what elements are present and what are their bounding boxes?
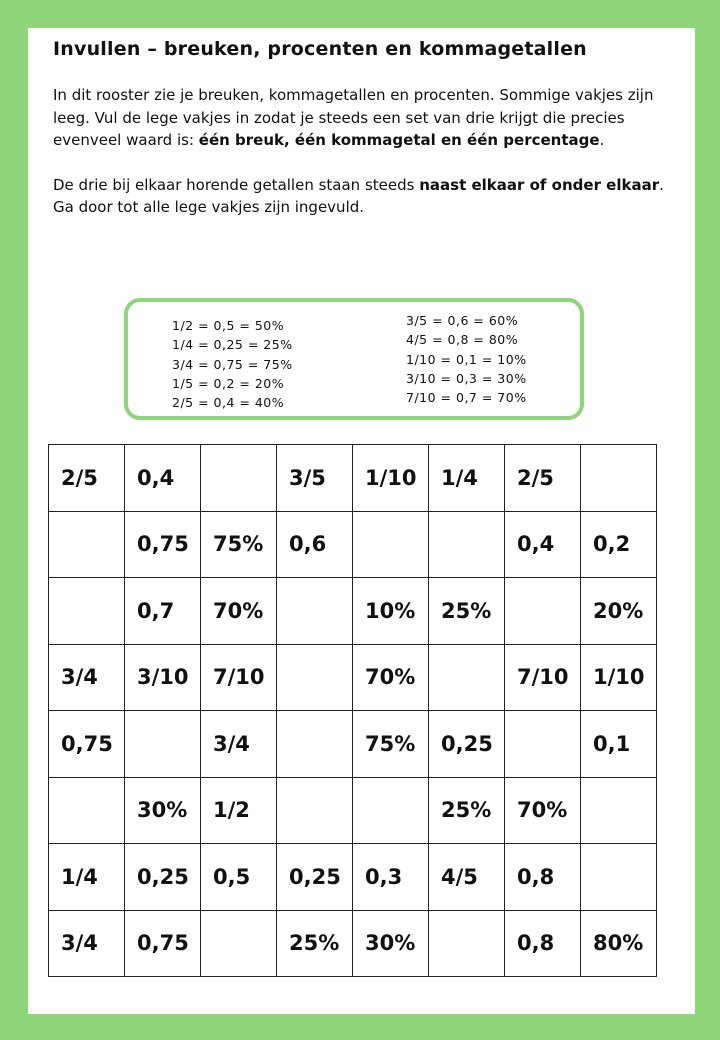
instruction-2-bold: naast elkaar of onder elkaar [419, 175, 660, 194]
footer-brand: Klasklaar.nl [614, 997, 671, 1008]
empty-cell[interactable] [49, 777, 125, 844]
empty-cell[interactable] [277, 711, 353, 778]
empty-cell[interactable] [353, 777, 429, 844]
grid-cell: 3/4 [49, 644, 125, 711]
grid-cell: 4/5 [429, 844, 505, 911]
grid-row [49, 578, 657, 645]
empty-cell[interactable] [429, 910, 505, 977]
key-line: 2/5 = 0,4 = 40% [172, 395, 285, 411]
grid-cell: 3/10 [125, 644, 201, 711]
grid-cell: 3/5 [277, 445, 353, 512]
grid-row [49, 445, 657, 512]
answer-grid [48, 444, 657, 977]
key-line: 1/2 = 0,5 = 50% [172, 318, 285, 333]
grid-cell: 0,75 [125, 511, 201, 578]
instruction-1-text: In dit rooster zie je breuken, kommagetallen en procenten. Sommige vakjes zijn leeg. Vul de lege vakjes in zodat je steeds een set van drie krijgt die precies evenveel waard is: [53, 86, 654, 149]
empty-cell[interactable] [429, 644, 505, 711]
grid-cell: 0,75 [49, 711, 125, 778]
grid-cell: 25% [429, 578, 505, 645]
key-line: 7/10 = 0,7 = 70% [406, 390, 527, 406]
grid-cell: 75% [353, 711, 429, 778]
grid-cell: 30% [125, 777, 201, 844]
worksheet [28, 28, 695, 1014]
grid-cell: 0,25 [277, 844, 353, 911]
empty-cell[interactable] [277, 644, 353, 711]
grid-cell: 0,5 [201, 844, 277, 911]
grid-cell: 25% [429, 777, 505, 844]
grid-cell: 0,2 [581, 511, 657, 578]
grid-cell: 0,4 [505, 511, 581, 578]
grid-cell: 0,25 [125, 844, 201, 911]
instruction-paragraph-1 [53, 84, 675, 152]
grid-cell: 0,7 [125, 578, 201, 645]
empty-cell[interactable] [125, 711, 201, 778]
empty-cell[interactable] [429, 511, 505, 578]
grid-cell: 1/10 [581, 644, 657, 711]
grid-cell: 20% [581, 578, 657, 645]
grid-cell: 1/4 [49, 844, 125, 911]
grid-row [49, 711, 657, 778]
grid-cell: 10% [353, 578, 429, 645]
key-column-left [172, 316, 293, 412]
empty-cell[interactable] [353, 511, 429, 578]
grid-cell: 70% [505, 777, 581, 844]
instruction-2-text: De drie bij elkaar horende getallen staan steeds [53, 175, 420, 194]
grid-cell: 80% [581, 910, 657, 977]
grid-cell: 7/10 [505, 644, 581, 711]
empty-cell[interactable] [277, 777, 353, 844]
empty-cell[interactable] [49, 578, 125, 645]
empty-cell[interactable] [581, 844, 657, 911]
grid-row [49, 777, 657, 844]
grid-cell: 70% [201, 578, 277, 645]
grid-cell: 30% [353, 910, 429, 977]
grid-cell: 75% [201, 511, 277, 578]
grid-cell: 0,75 [125, 910, 201, 977]
grid-cell: 0,8 [505, 844, 581, 911]
empty-cell[interactable] [49, 511, 125, 578]
instruction-1-bold: één breuk, één kommagetal en één percentage [198, 131, 600, 149]
empty-cell[interactable] [581, 445, 657, 512]
instruction-1-end: . [599, 131, 605, 149]
grid-cell: 2/5 [505, 445, 581, 512]
grid-row [49, 511, 657, 578]
grid-cell: 0,4 [125, 445, 201, 512]
grid-cell: 25% [277, 910, 353, 977]
grid-cell: 1/4 [429, 445, 505, 512]
key-line: 1/5 = 0,2 = 20% [172, 375, 285, 391]
grid-row [49, 644, 657, 711]
equivalence-key-box [124, 298, 584, 420]
grid-cell: 70% [353, 644, 429, 711]
instructions [53, 84, 675, 219]
key-line: 1/4 = 0,25 = 25% [172, 337, 293, 353]
key-line: 3/10 = 0,3 = 30% [406, 370, 527, 386]
grid-cell: 0,8 [505, 910, 581, 977]
empty-cell[interactable] [581, 777, 657, 844]
key-line: 4/5 = 0,8 = 80% [406, 332, 519, 348]
empty-cell[interactable] [505, 711, 581, 778]
key-line: 1/10 = 0,1 = 10% [406, 351, 527, 367]
key-column-right [406, 311, 527, 407]
key-line: 3/4 = 0,75 = 75% [172, 356, 293, 372]
grid-row [49, 844, 657, 911]
empty-cell[interactable] [201, 910, 277, 977]
empty-cell[interactable] [505, 578, 581, 645]
instruction-2-end: . Ga door tot alle lege vakjes zijn ingevuld. [53, 175, 664, 216]
worksheet-title: Invullen – breuken, procenten en kommagetallen [53, 38, 587, 60]
grid-cell: 3/4 [49, 910, 125, 977]
grid-cell: 0,3 [353, 844, 429, 911]
grid-cell: 7/10 [201, 644, 277, 711]
grid-cell: 0,25 [429, 711, 505, 778]
empty-cell[interactable] [201, 445, 277, 512]
grid-cell: 2/5 [49, 445, 125, 512]
grid-cell: 1/2 [201, 777, 277, 844]
instruction-paragraph-2 [53, 174, 675, 219]
grid-cell: 1/10 [353, 445, 429, 512]
grid-cell: 0,6 [277, 511, 353, 578]
empty-cell[interactable] [277, 578, 353, 645]
grid-cell: 3/4 [201, 711, 277, 778]
key-line: 3/5 = 0,6 = 60% [406, 313, 519, 328]
grid-row [49, 910, 657, 977]
grid-cell: 0,1 [581, 711, 657, 778]
